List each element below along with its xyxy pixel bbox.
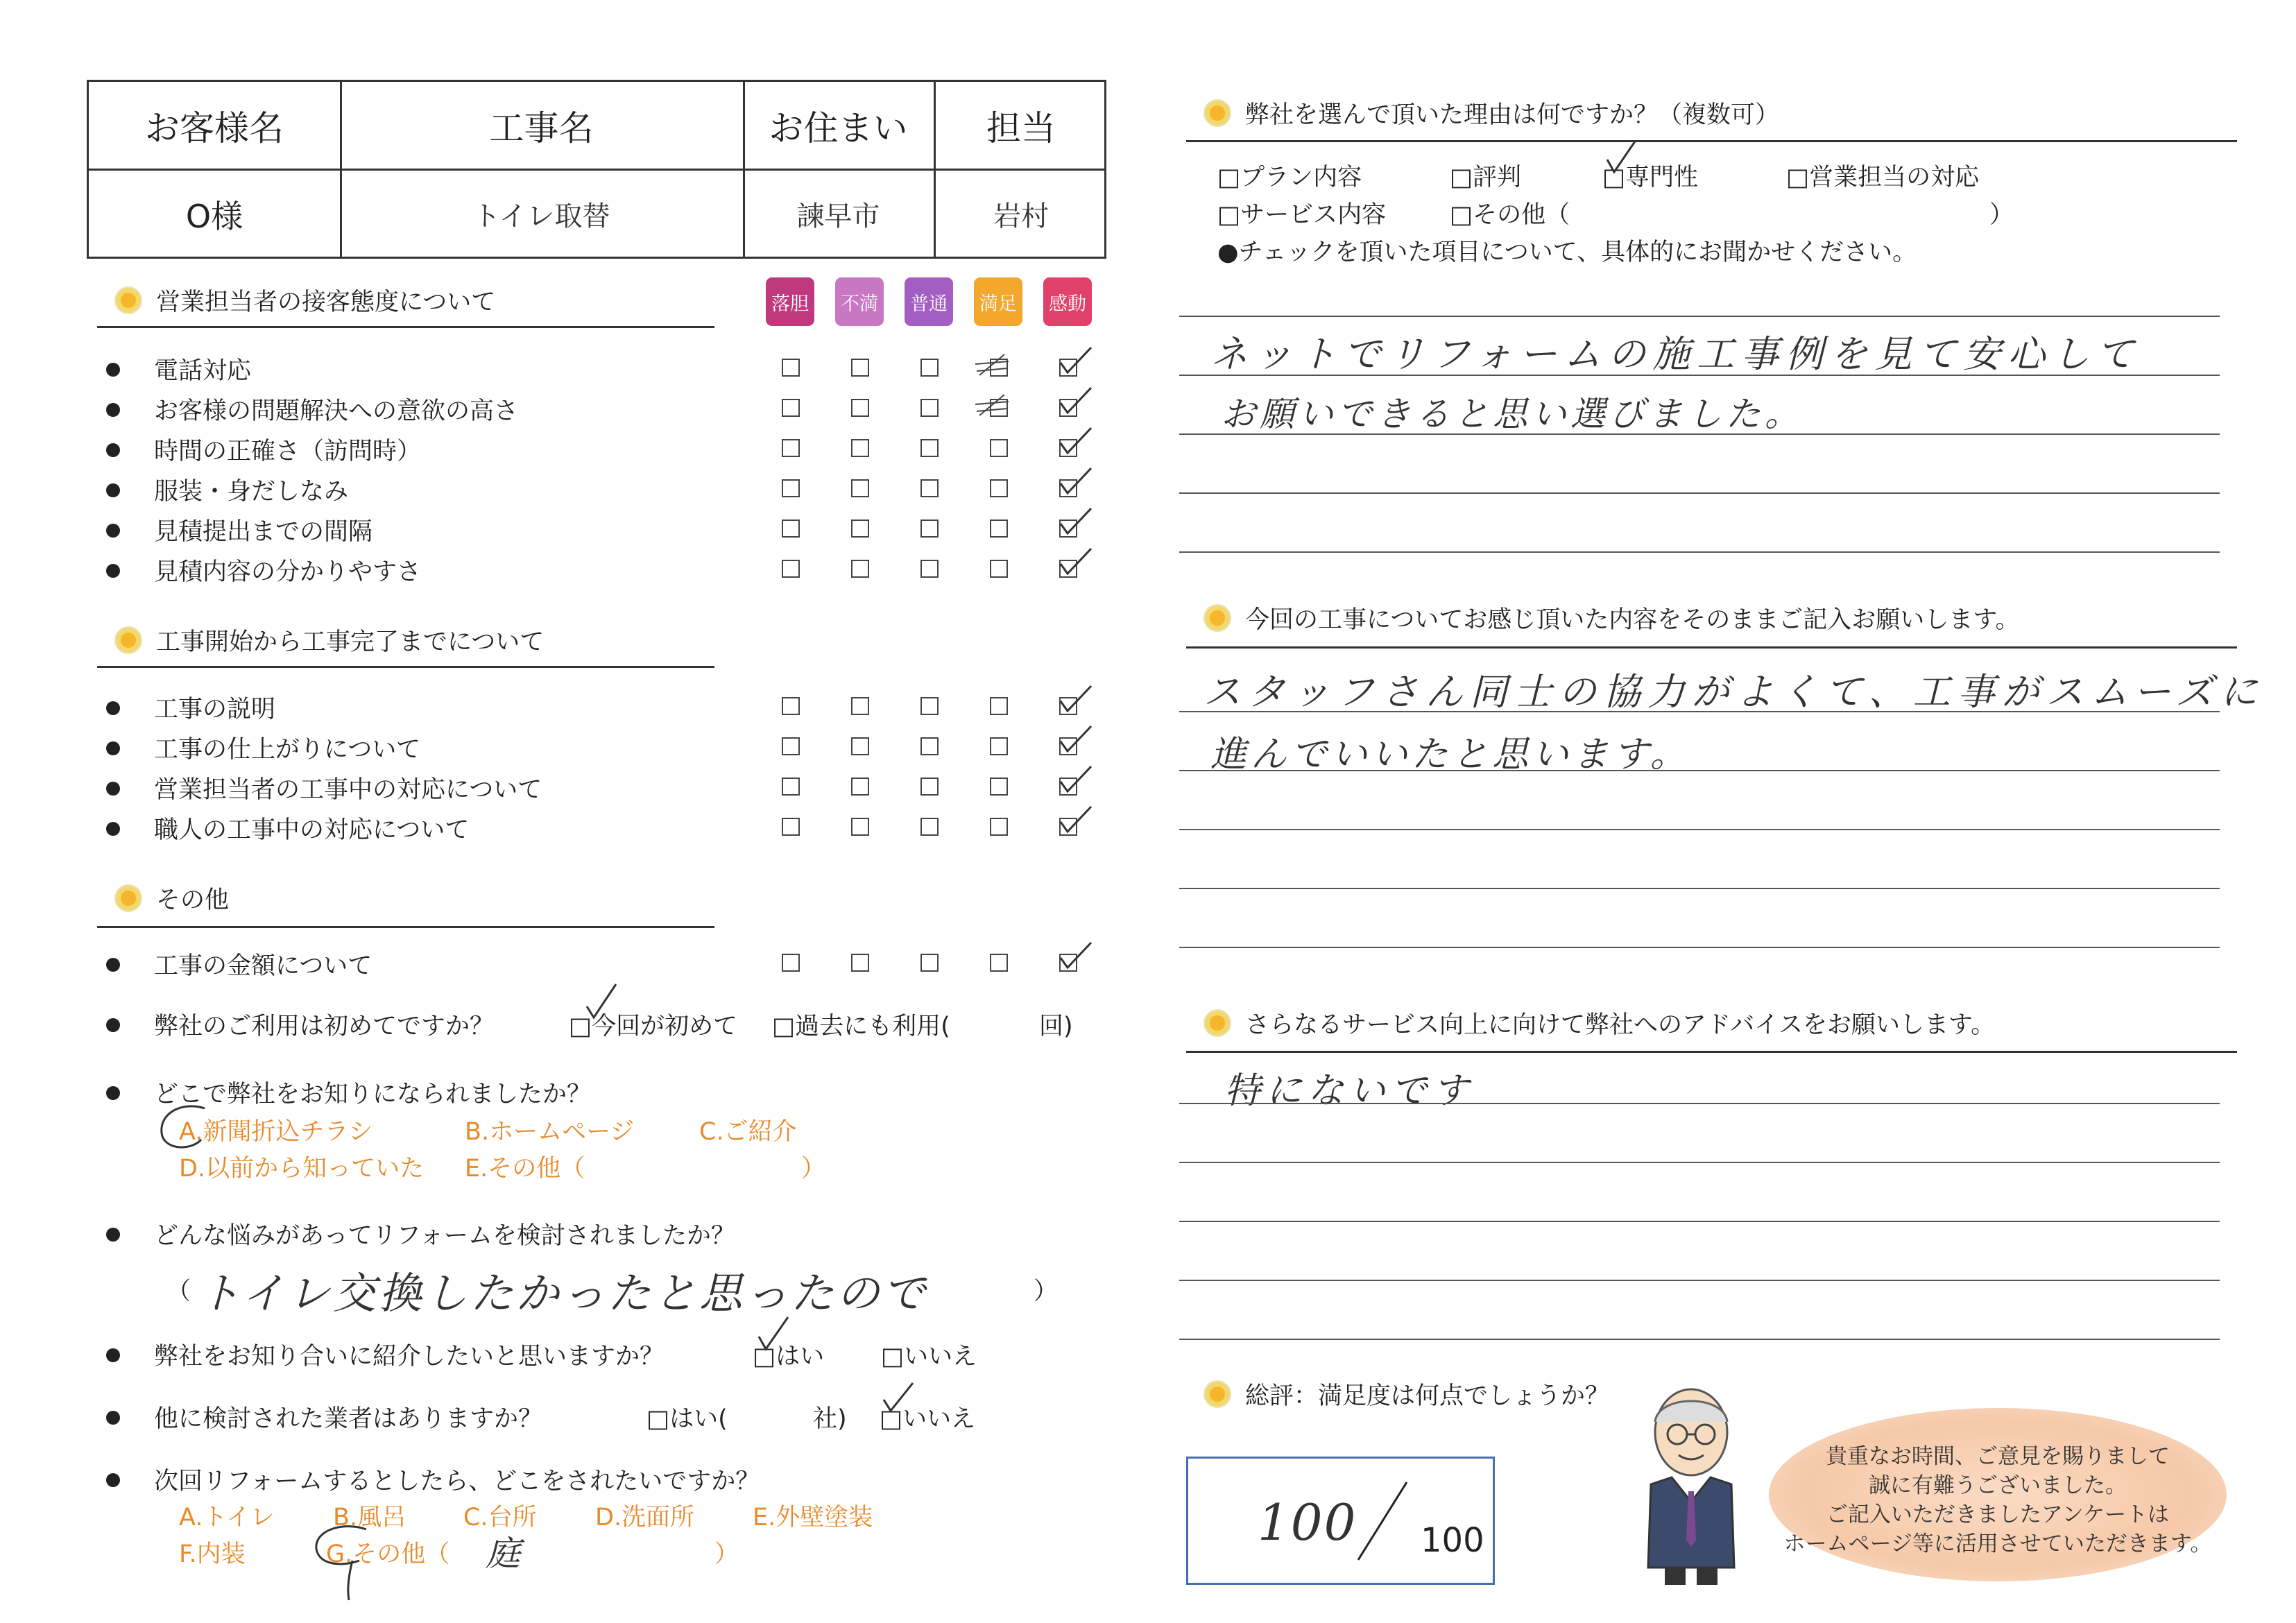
other-company-yes[interactable]: □はい( — [646, 1405, 728, 1433]
rating-checkbox[interactable] — [851, 737, 869, 755]
other-company-no[interactable]: □いいえ — [880, 1405, 976, 1433]
rating-checkbox[interactable] — [990, 778, 1008, 796]
bullet — [106, 443, 120, 457]
rating-checkbox[interactable] — [851, 778, 869, 796]
rating-checkbox[interactable] — [920, 399, 939, 417]
other-company-unit: 社) — [813, 1405, 847, 1433]
ruled-line — [1179, 551, 2220, 553]
rating-item-label: 見積提出までの間隔 — [154, 518, 373, 546]
ruled-line — [1179, 888, 2220, 889]
reason-reputation[interactable]: □評判 — [1450, 164, 1522, 191]
next-reform-b[interactable]: B.風呂 — [333, 1504, 406, 1531]
slash-mark-icon — [1355, 1479, 1410, 1563]
rating-checkbox[interactable] — [851, 439, 869, 457]
how-know-a[interactable]: A.新聞折込チラシ — [179, 1118, 373, 1146]
rating-checkbox[interactable] — [990, 560, 1008, 578]
section-score-title: 総評：満足度は何点でしょうか？ — [1203, 1377, 1609, 1411]
flower-icon — [114, 884, 142, 912]
check-mark-icon — [1058, 765, 1094, 793]
rating-checkbox[interactable] — [920, 359, 939, 377]
first-time-question: 弊社のご利用は初めてですか？ — [154, 1013, 495, 1040]
next-reform-f[interactable]: F.内装 — [179, 1540, 246, 1568]
rating-checkbox[interactable] — [920, 697, 939, 715]
check-mark-icon — [1058, 685, 1094, 712]
circle-mark-icon — [156, 1101, 219, 1157]
rating-checkbox[interactable] — [851, 560, 869, 578]
section-advice-title: さらなるサービス向上に向けて弊社へのアドバイスをお願いします。 — [1203, 1006, 1995, 1040]
ruled-line — [1179, 770, 2220, 771]
bullet — [106, 524, 120, 538]
rating-checkbox[interactable] — [920, 439, 939, 457]
address-label: お住まい — [769, 108, 908, 148]
rating-checkbox[interactable] — [851, 954, 869, 972]
bullet — [106, 564, 120, 578]
bullet — [106, 1228, 120, 1242]
rating-checkbox[interactable] — [851, 359, 869, 377]
rating-checkbox[interactable] — [782, 954, 800, 972]
next-reform-a[interactable]: A.トイレ — [179, 1504, 275, 1531]
rating-badge-disappointed: 落胆 — [766, 277, 814, 326]
reason-answer-line2: お願いできると思い選びました。 — [1221, 394, 1804, 434]
section-reason-title: 弊社を選んで頂いた理由は何ですか？（複数可） — [1203, 96, 1779, 130]
rating-checkbox[interactable] — [851, 479, 869, 497]
past-use-option[interactable]: □過去にも利用( — [772, 1013, 950, 1040]
rating-checkbox[interactable] — [920, 778, 939, 796]
check-mark-icon — [1058, 346, 1094, 374]
work-label: 工事名 — [489, 108, 594, 148]
check-mark-icon — [1058, 467, 1094, 495]
thanks-line4: ホームページ等に活用させていただきます。 — [1783, 1531, 2212, 1556]
rating-checkbox[interactable] — [782, 479, 800, 497]
address-value: 諫早市 — [796, 200, 880, 232]
rating-checkbox[interactable] — [782, 737, 800, 755]
bullet — [106, 403, 120, 417]
ruled-line — [1179, 1103, 2220, 1104]
ruled-line — [1179, 711, 2220, 712]
rating-checkbox[interactable] — [990, 479, 1008, 497]
check-mark-icon — [1604, 139, 1638, 177]
bullet — [106, 1086, 120, 1100]
rating-checkbox[interactable] — [782, 519, 800, 538]
bullet — [106, 1018, 120, 1032]
impression-answer-line1: スタッフさん同士の協力がよくて、工事がスムーズに — [1203, 670, 2265, 714]
bullet — [106, 822, 120, 836]
introduce-no[interactable]: □いいえ — [881, 1343, 977, 1371]
reason-instruction: ●チェックを頂いた項目について、具体的にお聞かせください。 — [1217, 239, 1917, 266]
rating-badge-normal: 普通 — [905, 277, 953, 326]
ruled-line — [1179, 1280, 2220, 1281]
ruled-line — [1179, 1162, 2220, 1163]
mascot-illustration — [1630, 1380, 1751, 1588]
reason-service[interactable]: □サービス内容 — [1217, 201, 1387, 229]
ruled-line — [1179, 433, 2220, 435]
first-time-option[interactable]: □今回が初めて — [569, 1013, 738, 1040]
rating-checkbox[interactable] — [782, 359, 800, 377]
next-reform-g[interactable]: G.その他（ — [326, 1540, 450, 1568]
reason-other[interactable]: □その他（ — [1450, 201, 1570, 229]
next-reform-question: 次回リフォームするとしたら、どこをされたいですか？ — [154, 1468, 760, 1495]
bullet — [106, 1473, 120, 1487]
rating-checkbox[interactable] — [920, 818, 939, 836]
bullet — [106, 363, 120, 377]
score-given: 100 — [1258, 1493, 1357, 1552]
thanks-line3: ご記入いただきましたアンケートは — [1826, 1502, 2170, 1527]
divider — [97, 326, 714, 328]
bullet — [106, 958, 120, 972]
rating-item-label: 工事の仕上がりについて — [154, 736, 421, 764]
section-construction-title: 工事開始から工事完了までについて — [114, 623, 544, 658]
rating-checkbox[interactable] — [920, 479, 939, 497]
thanks-line2: 誠に有難うございました。 — [1869, 1473, 2127, 1498]
work-value: トイレ取替 — [472, 200, 610, 232]
rating-badge-dissatisfied: 不満 — [835, 277, 884, 326]
rating-checkbox[interactable] — [782, 697, 800, 715]
rating-badge-impressed: 感動 — [1043, 277, 1092, 326]
flower-icon — [1203, 1380, 1231, 1408]
score-max: 100 — [1421, 1521, 1484, 1560]
rating-checkbox[interactable] — [851, 697, 869, 715]
rating-checkbox[interactable] — [782, 560, 800, 578]
worry-paren-close: ） — [1034, 1278, 1059, 1305]
impression-answer-line2: 進んでいいたと思います。 — [1210, 734, 1690, 775]
rating-checkbox[interactable] — [990, 439, 1008, 457]
bullet — [106, 701, 120, 715]
customer-label: お客様名 — [145, 108, 284, 148]
check-mark-icon — [1058, 725, 1094, 753]
rating-checkbox[interactable] — [990, 519, 1008, 538]
flower-icon — [114, 286, 142, 314]
rating-checkbox[interactable] — [782, 778, 800, 796]
rating-checkbox[interactable] — [851, 399, 869, 417]
divider — [1186, 1051, 2237, 1053]
flower-icon — [1203, 604, 1231, 632]
next-reform-g-end: ） — [714, 1540, 739, 1568]
next-reform-d[interactable]: D.洗面所 — [595, 1504, 695, 1531]
rating-item-label: 工事の金額について — [154, 952, 372, 980]
introduce-yes[interactable]: □はい — [753, 1343, 825, 1371]
score-box — [1186, 1457, 1495, 1585]
divider — [1186, 140, 2237, 142]
flower-icon — [114, 626, 142, 654]
customer-value: O様 — [185, 197, 243, 235]
rating-checkbox[interactable] — [920, 519, 939, 538]
flower-icon — [1203, 99, 1231, 127]
ruled-line — [1179, 947, 2220, 948]
ruled-line — [1179, 492, 2220, 494]
rating-checkbox[interactable] — [990, 954, 1008, 972]
reason-expertise[interactable]: □専門性 — [1602, 164, 1699, 191]
bullet — [106, 741, 120, 755]
rating-item-label: 時間の正確さ（訪問時） — [154, 438, 422, 465]
ruled-line — [1179, 316, 2220, 317]
how-know-c[interactable]: C.ご紹介 — [699, 1118, 797, 1146]
rating-checkbox[interactable] — [782, 818, 800, 836]
check-mark-icon — [1058, 941, 1094, 969]
divider — [97, 926, 714, 928]
rating-item-label: 見積内容の分かりやすさ — [154, 558, 422, 586]
divider — [1186, 646, 2237, 649]
other-company-question: 他に検討された業者はありますか？ — [154, 1405, 543, 1433]
how-know-e-end: ） — [801, 1155, 826, 1183]
bullet — [106, 1348, 120, 1362]
worry-answer: トイレ交換したかったと思ったので — [198, 1268, 928, 1319]
section-other-title: その他 — [114, 881, 229, 916]
check-mark-icon — [1058, 805, 1094, 833]
staff-value: 岩村 — [993, 200, 1049, 232]
rating-checkbox[interactable] — [782, 439, 800, 457]
next-reform-g-answer: 庭 — [486, 1534, 523, 1574]
next-reform-c[interactable]: C.台所 — [463, 1504, 537, 1531]
how-know-e[interactable]: E.その他（ — [465, 1155, 585, 1183]
reason-answer-line1: ネットでリフォームの施工事例を見て安心して — [1210, 332, 2141, 376]
rating-item-label: 電話対応 — [154, 357, 252, 385]
reason-other-end: ） — [1989, 201, 2014, 229]
circle-mark-icon — [311, 1522, 373, 1602]
thanks-message-bubble — [1769, 1408, 2227, 1581]
rating-checkbox[interactable] — [851, 519, 869, 538]
rating-item-label: 営業担当者の工事中の対応について — [154, 776, 542, 804]
rating-checkbox[interactable] — [920, 560, 939, 578]
bullet — [106, 782, 120, 796]
rating-checkbox[interactable] — [920, 954, 939, 972]
staff-label: 担当 — [986, 108, 1056, 148]
reason-sales-response[interactable]: □営業担当の対応 — [1786, 164, 1980, 191]
rating-checkbox[interactable] — [920, 737, 939, 755]
bullet — [106, 483, 120, 497]
rating-item-label: 服装・身だしなみ — [154, 478, 349, 506]
divider — [97, 666, 714, 668]
how-know-question: どこで弊社をお知りになられましたか？ — [154, 1081, 592, 1108]
advice-answer: 特にないです — [1224, 1070, 1475, 1112]
ruled-line — [1179, 1339, 2220, 1340]
rating-badge-satisfied: 満足 — [974, 277, 1022, 326]
rating-item-label: お客様の問題解決への意欲の高さ — [154, 397, 519, 425]
past-use-count-unit: 回) — [1039, 1013, 1073, 1040]
check-mark-icon — [1058, 386, 1094, 414]
cross-out-mark-icon — [974, 352, 1010, 379]
ruled-line — [1179, 829, 2220, 830]
rating-checkbox[interactable] — [990, 697, 1008, 715]
bullet — [106, 1411, 120, 1425]
worry-paren-open: （ — [166, 1278, 191, 1305]
introduce-question: 弊社をお知り合いに紹介したいと思いますか？ — [154, 1343, 665, 1371]
section-impression-title: 今回の工事についてお感じ頂いた内容をそのままご記入お願いします。 — [1203, 601, 2020, 635]
check-mark-icon — [1058, 547, 1094, 575]
rating-checkbox[interactable] — [990, 818, 1008, 836]
ruled-line — [1179, 375, 2220, 376]
rating-checkbox[interactable] — [851, 818, 869, 836]
check-mark-icon — [584, 981, 619, 1022]
next-reform-e[interactable]: E.外壁塗装 — [753, 1504, 873, 1531]
section-sales-title: 営業担当者の接客態度について — [114, 283, 495, 318]
check-mark-icon — [756, 1314, 791, 1352]
rating-item-label: 職人の工事中の対応について — [154, 816, 470, 844]
customer-info-table — [87, 80, 1106, 259]
rating-checkbox[interactable] — [990, 737, 1008, 755]
cross-out-mark-icon — [974, 392, 1010, 420]
rating-item-label: 工事の説明 — [154, 696, 276, 723]
check-mark-icon — [881, 1380, 916, 1415]
flower-icon — [1203, 1009, 1231, 1037]
check-mark-icon — [1058, 427, 1094, 454]
ruled-line — [1179, 1221, 2220, 1222]
reason-plan[interactable]: □プラン内容 — [1217, 164, 1362, 191]
how-know-b[interactable]: B.ホームページ — [465, 1118, 635, 1146]
worry-question: どんな悩みがあってリフォームを検討されましたか？ — [154, 1222, 735, 1250]
rating-checkbox[interactable] — [782, 399, 800, 417]
check-mark-icon — [1058, 507, 1094, 535]
how-know-d[interactable]: D.以前から知っていた — [179, 1155, 425, 1183]
thanks-line1: 貴重なお時間、ご意見を賜りまして — [1826, 1444, 2170, 1469]
